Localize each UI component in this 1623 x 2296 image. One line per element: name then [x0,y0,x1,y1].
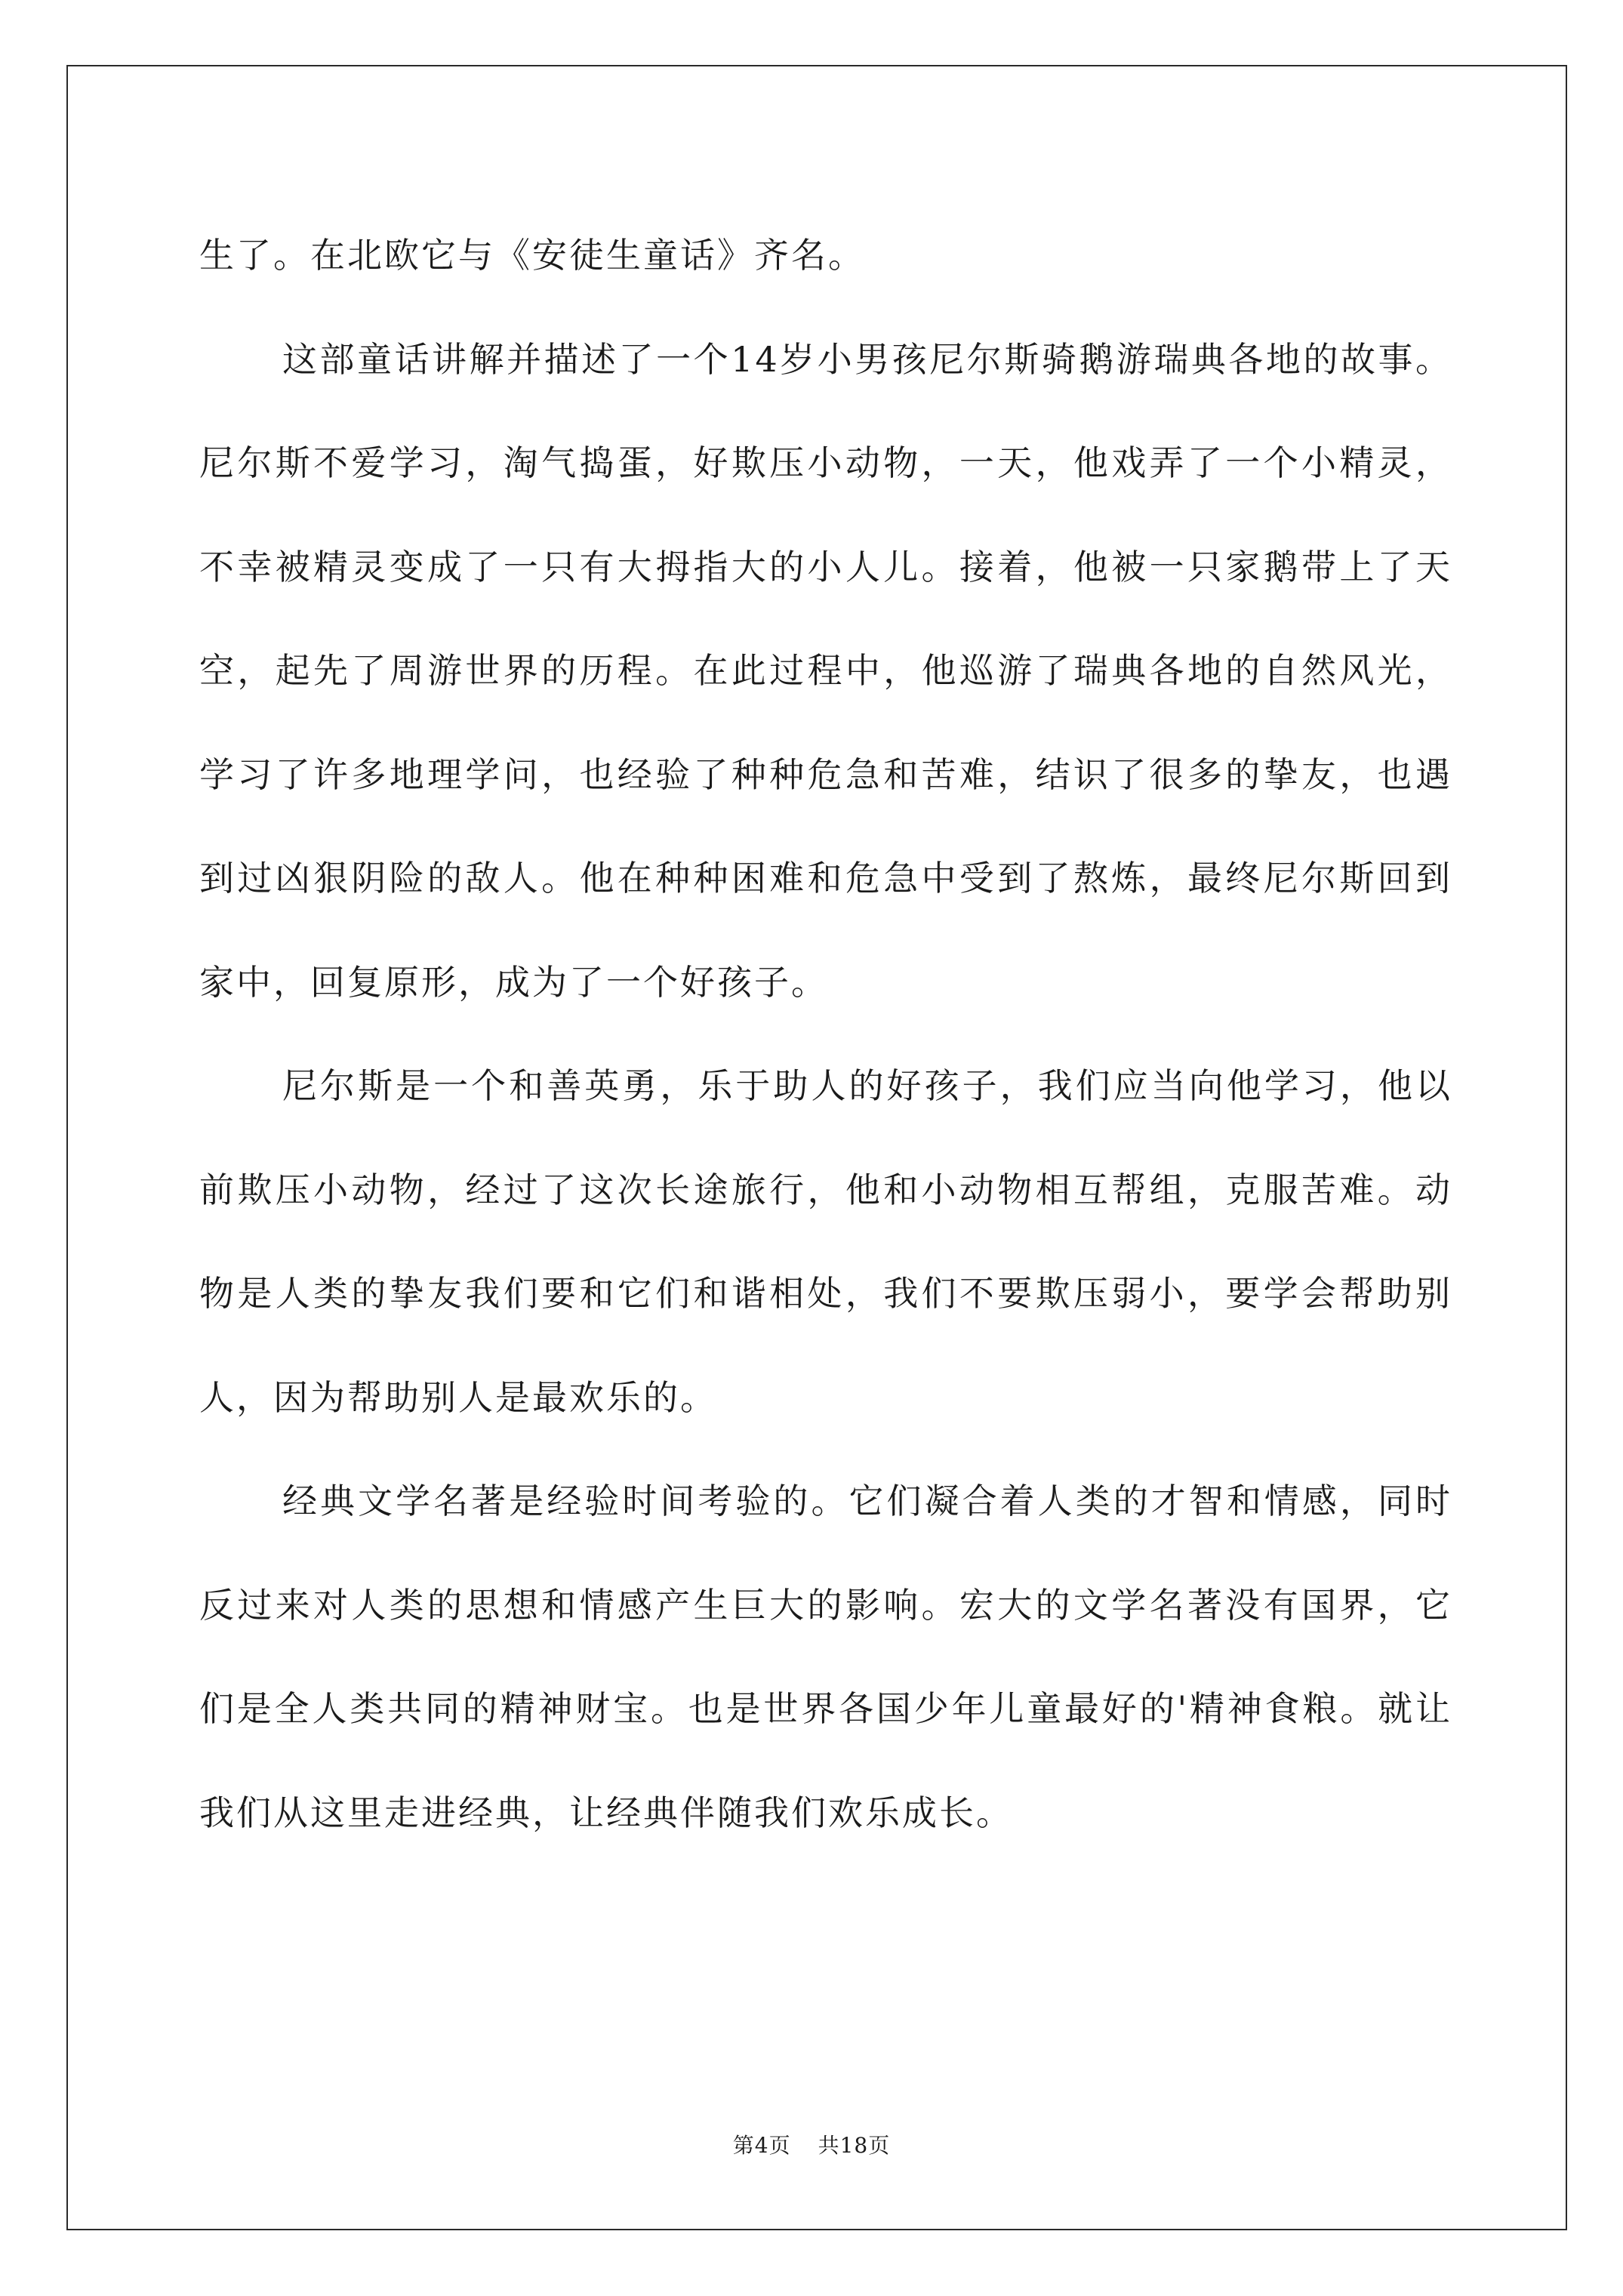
page-total: 共18页 [818,2133,891,2158]
page-footer [0,2129,1623,2159]
paragraph-classics: 经典文学名著是经验时间考验的。它们凝合着人类的才智和情感，同时反过来对人类的思想和情感产生巨大的影响。宏大的文学名著没有国界，它们是全人类共同的精神财宝。也是世界各国少年儿童最好的'精神食粮。就让我们从这里走进经典，让经典伴随我们欢乐成长。 [199,1481,1452,1833]
paragraph-story-summary: 这部童话讲解并描述了一个14岁小男孩尼尔斯骑鹅游瑞典各地的故事。尼尔斯不爱学习，淘气捣蛋，好欺压小动物，一天，他戏弄了一个小精灵，不幸被精灵变成了一只有大拇指大的小人儿。接着，他被一只家鹅带上了天空，起先了周游世界的历程。在此过程中，他巡游了瑞典各地的自然风光，学习了许多地理学问，也经验了种种危急和苦难，结识了很多的挚友，也遇到过凶狠阴险的敌人。他在种种困难和危急中受到了熬炼，最终尼尔斯回到家中，回复原形，成为了一个好孩子。 [199,338,1452,1003]
page-number: 第4页 [732,2133,791,2158]
paragraph-continuation: 生了。在北欧它与《安徒生童话》齐名。 [199,235,865,276]
document-body [199,204,1452,1865]
paragraph-lesson: 尼尔斯是一个和善英勇，乐于助人的好孩子，我们应当向他学习，他以前欺压小动物，经过了这次长途旅行，他和小动物相互帮组，克服苦难。动物是人类的挚友我们要和它们和谐相处，我们不要欺压弱小，要学会帮助别人，因为帮助别人是最欢乐的。 [199,1065,1452,1418]
